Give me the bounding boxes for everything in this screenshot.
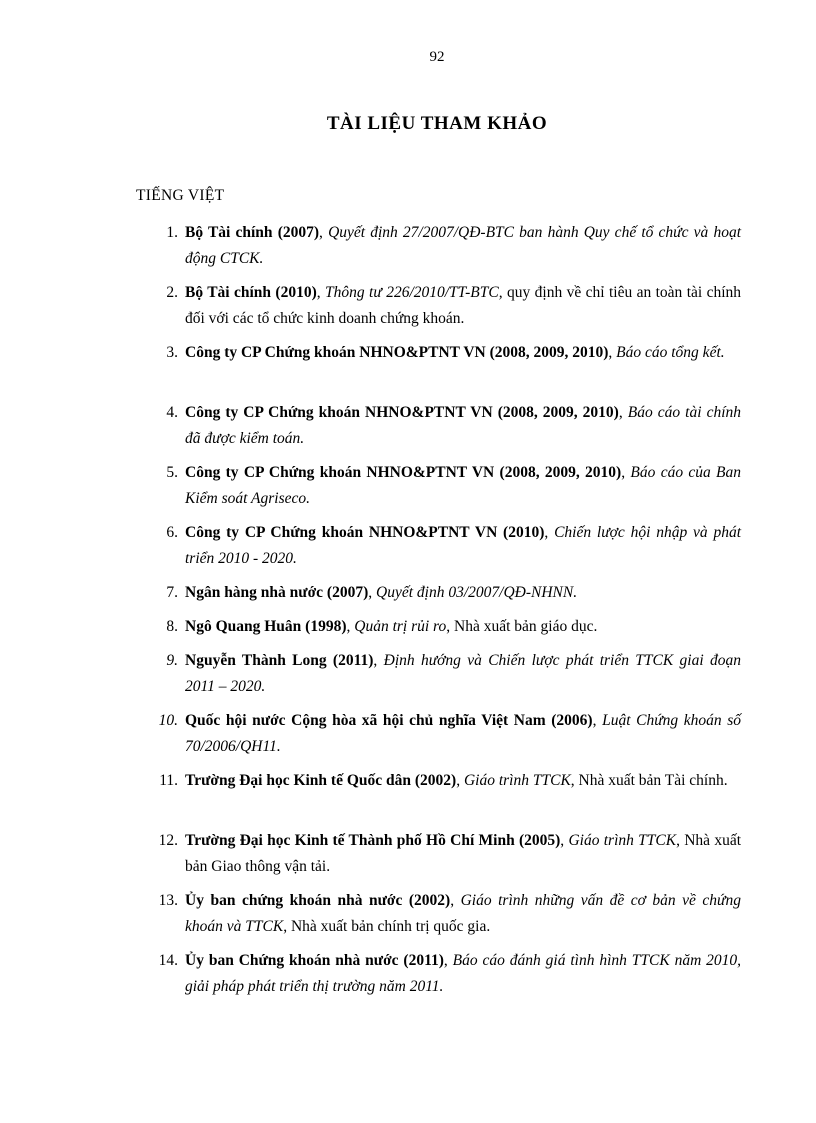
reference-work: Báo cáo tổng kết. (616, 344, 725, 361)
reference-work: Báo cáo của Ban Kiểm soát Agriseco. (185, 464, 742, 507)
reference-number: 11. (159, 772, 178, 789)
reference-author: Ngân hàng nhà nước (2007) (185, 584, 369, 601)
reference-text (185, 400, 741, 452)
reference-number: 7. (166, 584, 178, 601)
reference-separator: , (621, 464, 631, 481)
reference-separator: , (319, 224, 329, 241)
reference-separator: , (618, 404, 628, 421)
reference-separator: , (560, 832, 569, 849)
reference-separator: , (544, 524, 555, 541)
reference-work: Thông tư 226/2010/TT-BTC, (325, 284, 503, 301)
reference-work: Giáo trình TTCK (568, 832, 677, 849)
reference-separator: , (450, 892, 461, 909)
reference-work: Giáo trình những vấn đề cơ bản về chứng khoán và TTCK (185, 892, 741, 935)
reference-author: Công ty CP Chứng khoán NHNO&PTNT VN (2010) (185, 524, 545, 541)
reference-separator: , (316, 284, 326, 301)
reference-number: 1. (166, 224, 178, 241)
reference-text (185, 768, 741, 794)
reference-text (185, 460, 741, 512)
reference-number: 10. (158, 712, 178, 729)
reference-number: 6. (166, 524, 178, 541)
page-title: TÀI LIỆU THAM KHẢO (326, 113, 548, 134)
reference-text (185, 520, 741, 572)
reference-work: Định hướng và Chiến lược phát triển TTCK giai đoạn 2011 – 2020. (185, 652, 742, 695)
reference-work: Quản trị rủi ro (354, 618, 447, 635)
reference-author: Công ty CP Chứng khoán NHNO&PTNT VN (2008, 2009, 2010) (185, 344, 609, 361)
reference-text (185, 220, 741, 272)
reference-text (185, 708, 741, 760)
reference-separator: , (443, 952, 453, 969)
reference-number: 5. (166, 464, 178, 481)
reference-author: Trường Đại học Kinh tế Quốc dân (2002) (185, 772, 457, 789)
reference-author: Nguyễn Thành Long (2011) (185, 652, 374, 669)
section-heading: TIẾNG VIỆT (136, 187, 225, 204)
reference-separator: , (368, 584, 377, 601)
reference-separator: , (592, 712, 603, 729)
reference-number: 14. (158, 952, 178, 969)
reference-rest: quy định về chỉ tiêu an toàn tài chính đối với các tổ chức kinh doanh chứng khoán. (185, 284, 742, 327)
reference-work: Báo cáo tài chính đã được kiểm toán. (185, 404, 742, 447)
reference-work: Luật Chứng khoán số 70/2006/QH11. (185, 712, 742, 755)
reference-rest: , Nhà xuất bản Tài chính. (570, 772, 728, 789)
page-number: 92 (429, 49, 445, 65)
reference-text (185, 580, 741, 606)
reference-text (185, 614, 741, 640)
reference-author: Công ty CP Chứng khoán NHNO&PTNT VN (2008, 2009, 2010) (185, 404, 619, 421)
reference-author: Trường Đại học Kinh tế Thành phố Hồ Chí Minh (2005) (185, 832, 561, 849)
reference-rest: , Nhà xuất bản Giao thông vận tải. (185, 832, 742, 875)
reference-number: 2. (166, 284, 178, 301)
reference-text (185, 888, 741, 940)
reference-author: Bộ Tài chính (2007) (185, 224, 320, 241)
reference-author: Ủy ban chứng khoán nhà nước (2002) (185, 892, 451, 909)
reference-rest: , Nhà xuất bản giáo dục. (446, 618, 598, 635)
reference-author: Ngô Quang Huân (1998) (185, 618, 347, 635)
reference-author: Công ty CP Chứng khoán NHNO&PTNT VN (2008, 2009, 2010) (185, 464, 622, 481)
reference-text (185, 340, 741, 366)
reference-text (185, 648, 741, 700)
reference-separator: , (608, 344, 617, 361)
reference-work: Giáo trình TTCK (463, 772, 571, 789)
reference-separator: , (346, 618, 355, 635)
reference-number: 3. (166, 344, 178, 361)
reference-text (185, 280, 741, 332)
reference-text (185, 828, 741, 880)
reference-work: Quyết định 27/2007/QĐ-BTC ban hành Quy chế tổ chức và hoạt động CTCK. (185, 224, 742, 267)
reference-separator: , (456, 772, 464, 789)
reference-author: Ủy ban Chứng khoán nhà nước (2011) (185, 952, 444, 969)
reference-author: Bộ Tài chính (2010) (185, 284, 317, 301)
reference-rest: , Nhà xuất bản chính trị quốc gia. (283, 918, 491, 935)
reference-number: 13. (158, 892, 178, 909)
reference-number: 12. (158, 832, 178, 849)
reference-separator: , (373, 652, 384, 669)
reference-work: Báo cáo đánh giá tình hình TTCK năm 2010, giải pháp phát triển thị trường năm 2011. (185, 952, 742, 995)
reference-number: 9. (166, 652, 178, 669)
reference-number: 4. (166, 404, 178, 421)
reference-work: Quyết định 03/2007/QĐ-NHNN. (376, 584, 578, 601)
reference-work: Chiến lược hội nhập và phát triển 2010 - 2020. (185, 524, 742, 567)
reference-author: Quốc hội nước Cộng hòa xã hội chủ nghĩa Việt Nam (2006) (185, 712, 593, 729)
reference-number: 8. (166, 618, 178, 635)
reference-text (185, 948, 741, 1000)
